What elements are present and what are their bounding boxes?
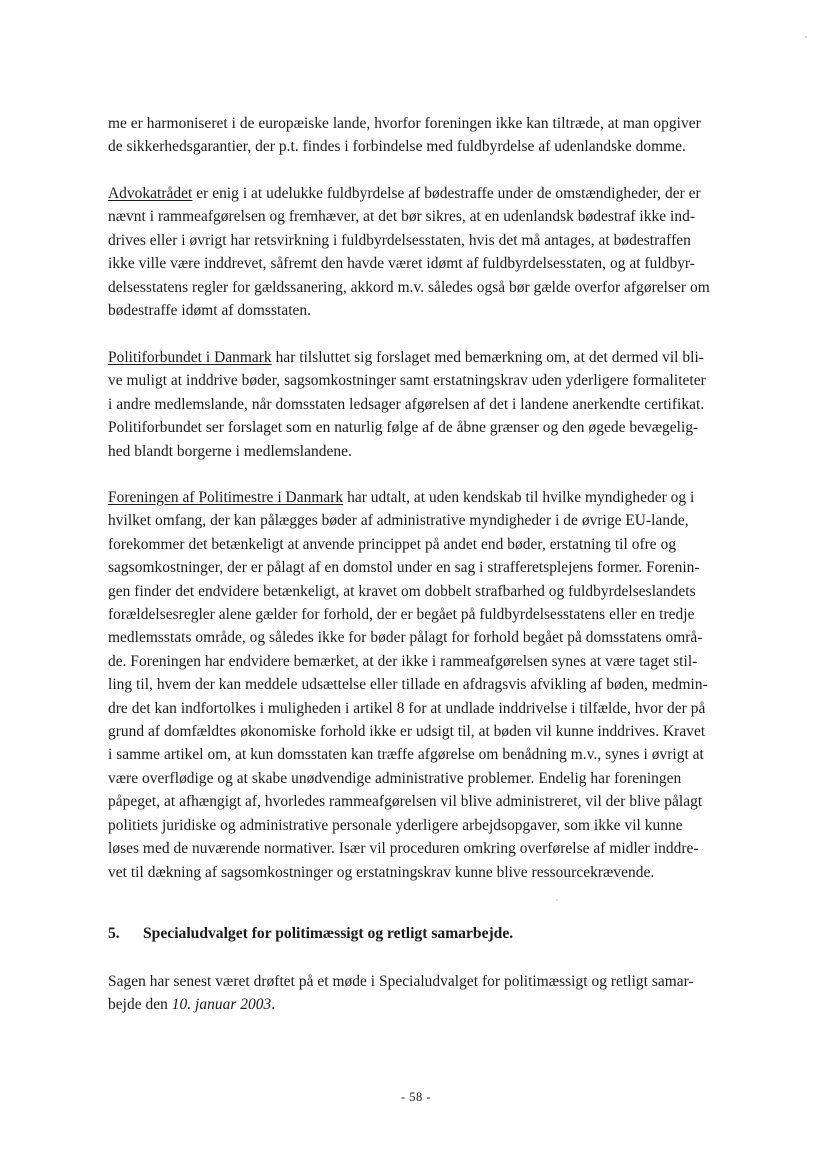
politimestre-paragraph (108, 486, 760, 884)
paragraph-line: Politiforbundet ser forslaget som en naturlig følge af de åbne grænser og den øgede bevægelig- (108, 419, 699, 437)
paragraph-line: ve muligt at inddrive bøder, sagsomkostninger samt erstatningskrav uden yderligere formaliteter (108, 372, 706, 390)
scan-speck (556, 899, 558, 901)
paragraph-line: påpeget, at afhængigt af, hvorledes rammeafgørelsen vil blive administreret, vil der blive pålagt (108, 793, 703, 811)
paragraph-line: nævnt i rammeafgørelsen og fremhæver, at det bør sikres, at en udenlandsk bødestraf ikke ind- (108, 208, 695, 226)
paragraph-line: sagsomkostninger, der er pålagt af en domstol under en sag i strafferetsplejens former. Forenin- (108, 559, 700, 577)
paragraph-line: medlemsstats område, og således ikke for bøder pålagt for forhold begået på domsstatens områ- (108, 629, 703, 647)
paragraph-line: Sagen har senest været drøftet på et møde i Specialudvalget for politimæssigt og retligt samar- (108, 973, 694, 990)
closing-paragraph (108, 970, 760, 1017)
section-heading (108, 925, 513, 943)
paragraph-text: bejde den (108, 996, 172, 1014)
paragraph-line (108, 486, 760, 509)
paragraph-text: har udtalt, at uden kendskab til hvilke myndigheder og i (343, 489, 695, 506)
paragraph-line: vet til dækning af sagsomkostninger og erstatningskrav kunne blive ressourcekrævende. (108, 863, 655, 881)
paragraph-line: drives eller i øvrigt har retsvirkning i fuldbyrdelsesstaten, hvis det må antages, at bødestraffen (108, 231, 691, 249)
section-number: 5. (108, 925, 120, 942)
intro-paragraph (108, 112, 760, 159)
paragraph-line: delsesstatens regler for gældssanering, akkord m.v. således også bør gælde overfor afgørelser om (108, 278, 710, 296)
organization-name: Politiforbundet i Danmark (108, 349, 272, 366)
paragraph-line: de. Foreningen har endvidere bemærket, at der ikke i rammeafgørelsen synes at være taget stil- (108, 652, 698, 670)
organization-name: Foreningen af Politimestre i Danmark (108, 489, 344, 506)
paragraph-line: løses med de nuværende normativer. Især vil proceduren omkring overførelse af midler inddre- (108, 840, 699, 858)
paragraph-line (108, 993, 760, 1016)
politiforbundet-paragraph (108, 346, 760, 463)
paragraph-line: forældelsesregler alene gælder for forhold, der er begået på fuldbyrdelsesstatens eller en tredje (108, 606, 695, 624)
paragraph-line: gen finder det endvidere betænkeligt, at kravet om dobbelt strafbarhed og fuldbyrdelseslandets (108, 582, 696, 600)
paragraph-line: ling til, hvem der kan meddele udsættelse eller tillade en afdragsvis afvikling af bøden, medmin- (108, 676, 708, 694)
paragraph-text: har tilsluttet sig forslaget med bemærkning om, at det dermed vil bli- (271, 349, 704, 366)
paragraph-line (108, 346, 760, 369)
paragraph-line: i samme artikel om, at kun domsstaten kan træffe afgørelse om benådning m.v., synes i øvrigt at (108, 746, 704, 764)
paragraph-line: hvilket omfang, der kan pålægges bøder af administrative myndigheder i de øvrige EU-lande, (108, 512, 689, 530)
advokatraadet-paragraph (108, 182, 760, 322)
paragraph-line: ikke ville være inddrevet, såfremt den havde været idømt af fuldbyrdelsesstaten, og at fuldbyr- (108, 255, 695, 273)
organization-name: Advokatrådet (108, 185, 193, 202)
scan-speck (805, 36, 807, 38)
paragraph-line (108, 182, 760, 205)
section-title: Specialudvalget for politimæssigt og retligt samarbejde. (143, 925, 514, 942)
paragraph-line: grund af domfældtes økonomiske forhold ikke er udsigt til, at bøden vil kunne inddrives. Kravet (108, 723, 706, 741)
meeting-date: 10. januar 2003 (171, 996, 272, 1014)
paragraph-line: forekommer det betænkeligt at anvende princippet på andet end bøder, erstatning til ofre og (108, 535, 677, 553)
page-number: - 58 - (400, 1090, 432, 1104)
paragraph-line: hed blandt borgerne i medlemslandene. (108, 442, 352, 460)
paragraph-text: er enig i at udelukke fuldbyrdelse af bødestraffe under de omstændigheder, der er (192, 185, 701, 202)
paragraph-line: me er harmoniseret i de europæiske lande, hvorfor foreningen ikke kan tiltræde, at man opgiver (108, 115, 701, 132)
paragraph-line: være overflødige og at skabe unødvendige administrative problemer. Endelig har foreningen (108, 769, 682, 787)
paragraph-line: i andre medlemslande, når domsstaten ledsager afgørelsen af det i landene anerkendte certifikat. (108, 395, 705, 413)
paragraph-line: politiets juridiske og administrative personale yderligere arbejdsopgaver, som ikke vil kunne (108, 816, 683, 834)
paragraph-line: de sikkerhedsgarantier, der p.t. findes i forbindelse med fuldbyrdelse af udenlandske domme. (108, 138, 686, 156)
paragraph-text: . (271, 996, 276, 1014)
paragraph-line: bødestraffe idømt af domsstaten. (108, 302, 312, 320)
paragraph-line: dre det kan indfortolkes i muligheden i artikel 8 for at undlade inddrivelse i tilfælde, hvor der på (108, 699, 706, 717)
